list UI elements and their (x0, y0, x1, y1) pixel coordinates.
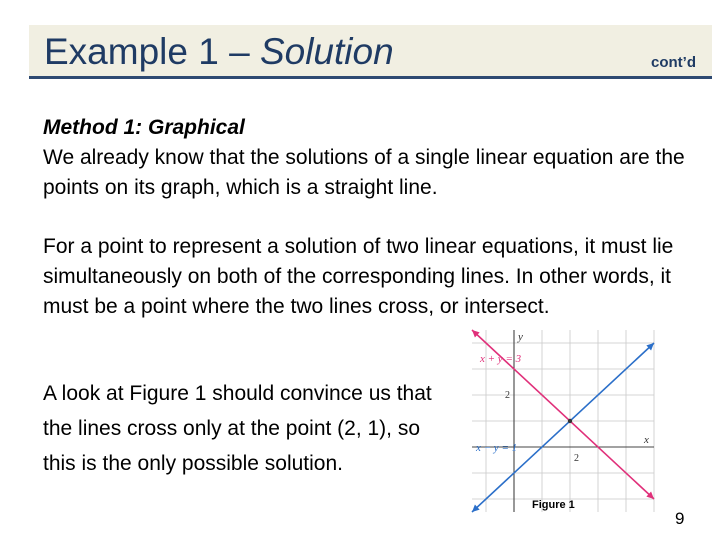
slide-title-italic: Solution (259, 31, 394, 72)
figure-caption: Figure 1 (532, 499, 575, 511)
slide-title (44, 31, 394, 73)
y-tick-label: 2 (505, 390, 510, 401)
paragraph-method (43, 113, 703, 203)
paragraph-2: For a point to represent a solution of two linear equations, it must lie simultaneously on both of the corresponding lines. In other words, it must be a point where the two lines cross, or intersect. (43, 235, 674, 318)
intersection-point (568, 419, 572, 423)
line-1-equation-label: x + y = 3 (480, 353, 522, 365)
method-heading: Method 1: Graphical (43, 116, 245, 139)
series-line-2 (472, 343, 654, 512)
paragraph-1: We already know that the solutions of a single linear equation are the points on its graph, which is a straight line. (43, 146, 685, 199)
continued-label: cont’d (651, 54, 696, 71)
page-number: 9 (675, 509, 685, 528)
figure-1-graph (468, 326, 658, 516)
x-axis-label: x (644, 434, 649, 446)
graph-svg (468, 326, 658, 516)
x-tick-label: 2 (574, 453, 579, 464)
title-bar (29, 25, 712, 79)
line-2-equation-label: x − y = 1 (476, 442, 518, 454)
slide-title-main: Example 1 – (44, 31, 260, 72)
y-axis-label: y (518, 331, 523, 343)
paragraph-3: A look at Figure 1 should convince us that the lines cross only at the point (2, 1), so this is the only possible solution. (43, 382, 432, 475)
